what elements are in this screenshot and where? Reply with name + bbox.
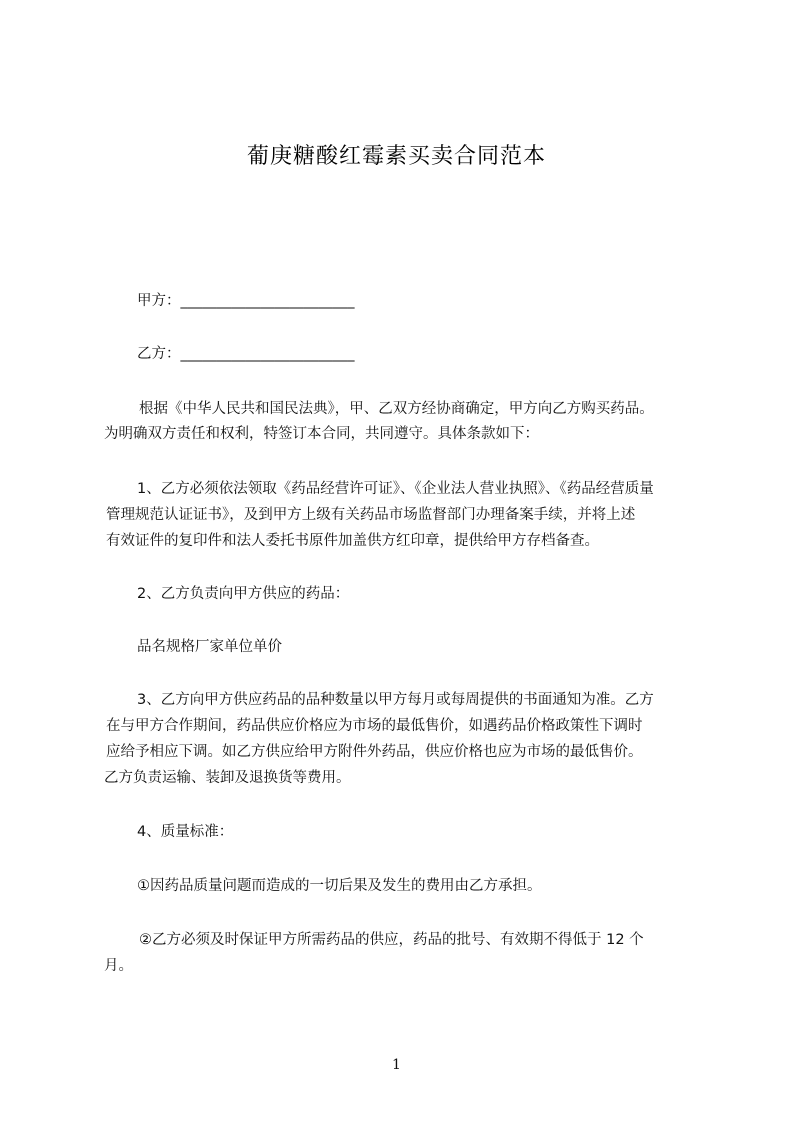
quality-item-2-line-2: 月。	[104, 958, 133, 974]
intro-line-1: 根据《中华人民共和国民法典》，甲、乙双方经协商确定，甲方向乙方购买药品。	[139, 401, 654, 417]
clause2-line: 2、乙方负责向甲方供应的药品：	[137, 586, 350, 602]
page-number: 1	[392, 1057, 401, 1073]
clause3-line-3: 应给予相应下调。如乙方供应给甲方附件外药品，供应价格也应为市场的最低售价。	[106, 744, 643, 760]
clause3-line-4: 乙方负责运输、装卸及退换货等费用。	[104, 770, 351, 786]
contract-title: 葡庚糖酸红霉素买卖合同范本	[246, 144, 546, 169]
table-header-line: 品名规格厂家单位单价	[137, 639, 282, 655]
clause3-line-2: 在与甲方合作期间，药品供应价格应为市场的最低售价，如遇药品价格政策性下调时	[106, 718, 643, 734]
clause1-line-1: 1、乙方必须依法领取《药品经营许可证》、《企业法人营业执照》、《药品经营质量	[137, 481, 654, 497]
clause3-line-1: 3、乙方向甲方供应药品的品种数量以甲方每月或每周提供的书面通知为准。乙方	[137, 692, 654, 708]
clause1-line-3: 有效证件的复印件和法人委托书原件加盖供方红印章，提供给甲方存档备查。	[106, 533, 599, 549]
party-a-line: 甲方：________________________	[137, 293, 355, 309]
clause4-line: 4、质量标准：	[137, 824, 234, 840]
quality-item-1: ①因药品质量问题而造成的一切后果及发生的费用由乙方承担。	[137, 878, 542, 894]
clause1-line-2: 管理规范认证证书》，及到甲方上级有关药品市场监督部门办理备案手续，并将上述	[106, 507, 636, 523]
party-b-line: 乙方：________________________	[137, 346, 355, 362]
quality-item-2-line-1: ②乙方必须及时保证甲方所需药品的供应，药品的批号、有效期不得低于 12 个	[139, 932, 644, 948]
intro-line-2: 为明确双方责任和权利，特签订本合同，共同遵守。具体条款如下：	[104, 426, 539, 442]
